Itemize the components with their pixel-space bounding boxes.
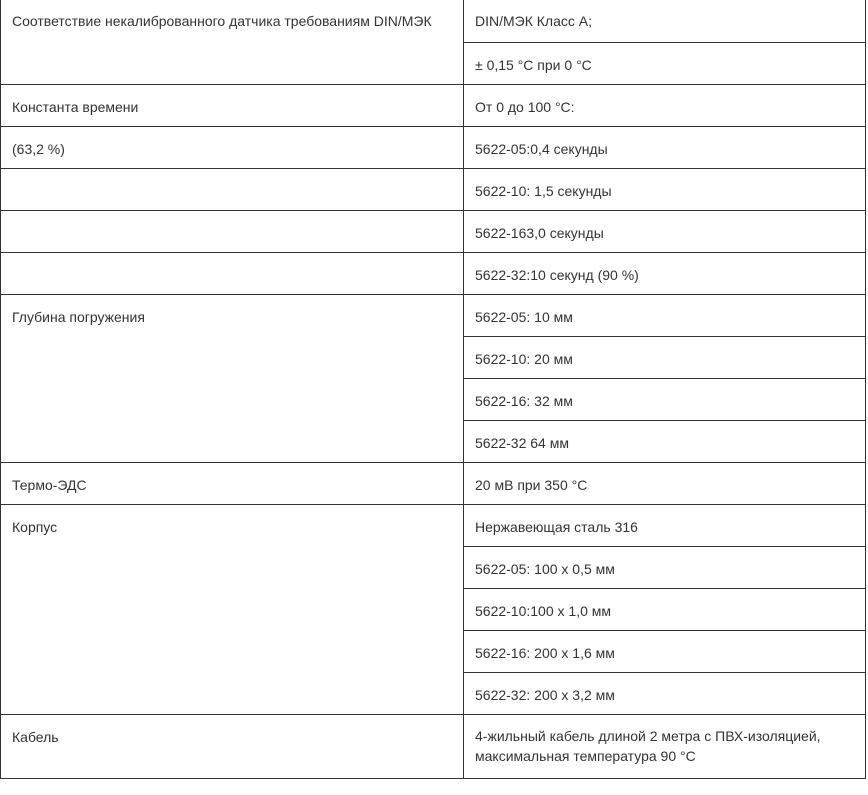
table-row: [1, 294, 866, 336]
table-row: [1, 714, 866, 778]
spec-label-cell: Термо-ЭДС: [1, 462, 464, 504]
spec-value-cell: 5622-16: 32 мм: [464, 378, 866, 420]
table-row: [1, 252, 866, 294]
spec-value-cell: 5622-163,0 секунды: [464, 210, 866, 252]
table-row: [1, 0, 866, 42]
spec-value-cell: 5622-16: 200 x 1,6 мм: [464, 630, 866, 672]
spec-label-cell: [1, 252, 464, 294]
table-row: [1, 168, 866, 210]
spec-value-cell: 5622-32: 200 x 3,2 мм: [464, 672, 866, 714]
spec-value-cell: 5622-05: 10 мм: [464, 294, 866, 336]
spec-label-cell: Корпус: [1, 504, 464, 714]
spec-value-cell: 5622-32 64 мм: [464, 420, 866, 462]
spec-value-cell: 5622-05: 100 x 0,5 мм: [464, 546, 866, 588]
spec-value-cell: Нержавеющая сталь 316: [464, 504, 866, 546]
spec-value-cell: 5622-10:100 x 1,0 мм: [464, 588, 866, 630]
spec-value-cell: ± 0,15 °C при 0 °C: [464, 42, 866, 84]
spec-value-cell: 5622-05:0,4 секунды: [464, 126, 866, 168]
spec-label-cell: (63,2 %): [1, 126, 464, 168]
spec-label-cell: [1, 168, 464, 210]
table-row: [1, 126, 866, 168]
spec-value-cell: 5622-10: 1,5 секунды: [464, 168, 866, 210]
specifications-table-body: [1, 0, 866, 778]
spec-value-cell: DIN/МЭК Класс А;: [464, 0, 866, 42]
spec-label-cell: Константа времени: [1, 84, 464, 126]
table-row: [1, 84, 866, 126]
table-row: [1, 462, 866, 504]
spec-label-cell: [1, 210, 464, 252]
spec-label-cell: Соответствие некалиброванного датчика требованиям DIN/МЭК: [1, 0, 464, 84]
spec-label-cell: Кабель: [1, 714, 464, 778]
spec-label-cell: Глубина погружения: [1, 294, 464, 462]
spec-value-cell: 4-жильный кабель длиной 2 метра с ПВХ-изоляцией, максимальная температура 90 °C: [464, 714, 866, 778]
spec-value-cell: 20 мВ при 350 °C: [464, 462, 866, 504]
table-row: [1, 504, 866, 546]
spec-value-cell: От 0 до 100 °C:: [464, 84, 866, 126]
spec-value-cell: 5622-10: 20 мм: [464, 336, 866, 378]
spec-value-cell: 5622-32:10 секунд (90 %): [464, 252, 866, 294]
table-row: [1, 210, 866, 252]
